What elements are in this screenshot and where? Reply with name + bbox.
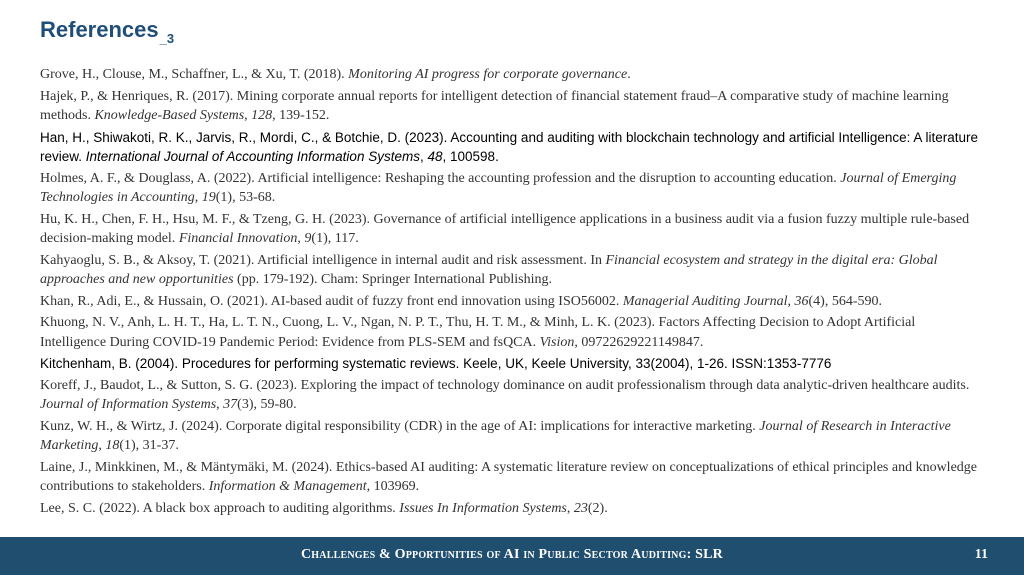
slide-title	[40, 15, 174, 48]
reference-text-segment: Han, H., Shiwakoti, R. K., Jarvis, R., Mordi, C., & Botchie, D. (2023). Accounting and auditing with blockchain technology and artificial Intelligence: A literature review.	[40, 129, 978, 164]
reference-text-segment: Khuong, N. V., Anh, L. H. T., Ha, L. T. N., Cuong, L. V., Ngan, N. P. T., Thu, H. T. M., & Minh, L. K. (2023). Factors Affecting Decision to Adopt Artificial Intelligence During COVID-19 Pandemic Period: Evidence from PLS-SEM and fsQCA.	[40, 315, 916, 350]
reference-text-segment: .	[627, 67, 631, 82]
reference-item	[40, 417, 980, 456]
reference-italic-segment: 18	[105, 438, 120, 453]
reference-item	[40, 169, 980, 208]
reference-italic-segment: Journal of Information Systems	[40, 397, 217, 412]
reference-text-segment: (1), 53-68.	[215, 190, 276, 205]
reference-text-segment: Holmes, A. F., & Douglass, A. (2022). Artificial intelligence: Reshaping the accounting profession and the disruption to accounting education.	[40, 170, 841, 186]
reference-item	[40, 458, 980, 497]
reference-text-segment: (1), 31-37.	[119, 438, 179, 453]
reference-text-segment: (3), 59-80.	[237, 397, 297, 412]
reference-text-segment: ,	[419, 149, 428, 164]
reference-text-segment: , 09722629221149847.	[574, 334, 704, 350]
reference-italic-segment: Monitoring AI progress for corporate governance	[348, 67, 628, 82]
reference-text-segment: Kunz, W. H., & Wirtz, J. (2024). Corporate digital responsibility (CDR) in the age of AI: implications for interactive marketing.	[40, 418, 760, 434]
reference-italic-segment: Information & Management	[208, 479, 367, 494]
reference-italic-segment: Financial ecosystem and strategy in the digital era: Global approaches and new opportunities	[40, 252, 938, 287]
reference-text-segment: ,	[297, 231, 305, 246]
page-number: 11	[974, 547, 988, 562]
reference-item	[40, 354, 980, 374]
reference-item	[40, 499, 980, 519]
reference-text-segment: (pp. 179-192). Cham: Springer International Publishing.	[233, 272, 552, 287]
slide-title-subscript: _3	[159, 31, 175, 46]
reference-text-segment: ,	[194, 190, 202, 205]
reference-text-segment: , 100598.	[442, 149, 499, 164]
reference-italic-segment: 36	[794, 293, 809, 309]
reference-text-segment: Khan, R., Adi, E., & Hussain, O. (2021). AI-based audit of fuzzy front end innovation using ISO56002.	[40, 293, 623, 309]
reference-text-segment: (4), 564-590.	[808, 293, 882, 309]
reference-text-segment: ,	[98, 438, 106, 453]
reference-text-segment: Hajek, P., & Henriques, R. (2017). Mining corporate annual reports for intelligent detection of financial statement fraud–A comparative study of machine learning methods.	[40, 88, 949, 123]
reference-italic-segment: 23	[573, 500, 588, 516]
reference-italic-segment: 37	[223, 397, 238, 412]
reference-text-segment: (1), 117.	[311, 231, 359, 246]
reference-italic-segment: Journal of Emerging Technologies in Accounting	[40, 170, 957, 205]
reference-text-segment: ,	[216, 397, 224, 412]
reference-italic-segment: 19	[201, 190, 216, 205]
reference-italic-segment: 48	[427, 149, 443, 164]
reference-item	[40, 251, 980, 290]
reference-italic-segment: Issues In Information Systems	[399, 500, 567, 516]
reference-item	[40, 376, 980, 415]
reference-text-segment: , 103969.	[366, 479, 420, 494]
reference-item	[40, 210, 980, 249]
reference-text-segment: Laine, J., Minkkinen, M., & Mäntymäki, M. (2024). Ethics-based AI auditing: A systematic literature review on conceptualizations of ethical principles and knowledge contributions to stakeholders.	[40, 459, 977, 494]
reference-italic-segment: Vision	[539, 334, 575, 350]
reference-text-segment: Grove, H., Clouse, M., Schaffner, L., & Xu, T. (2018).	[40, 67, 349, 82]
reference-text-segment: Hu, K. H., Chen, F. H., Hsu, M. F., & Tzeng, G. H. (2023). Governance of artificial intelligence applications in a business audit via a fusion fuzzy multiple rule-based decision-making model.	[40, 211, 970, 246]
reference-item	[40, 292, 980, 312]
footer-title: Challenges & Opportunities of AI in Public Sector Auditing: SLR	[301, 547, 723, 562]
footer-bar	[0, 537, 1024, 575]
slide-title-text: References	[40, 17, 159, 42]
reference-item	[40, 313, 980, 352]
reference-text-segment: Kahyaoglu, S. B., & Aksoy, T. (2021). Artificial intelligence in internal audit and risk assessment. In	[40, 252, 606, 268]
reference-italic-segment: International Journal of Accounting Information Systems	[85, 149, 420, 164]
reference-text-segment: Kitchenham, B. (2004). Procedures for performing systematic reviews. Keele, UK, Keele University, 33(2004), 1-26. ISSN:1353-7776	[40, 356, 832, 371]
reference-text-segment: ,	[566, 500, 574, 516]
reference-text-segment: ,	[787, 293, 795, 309]
reference-item	[40, 65, 980, 85]
reference-italic-segment: Financial Innovation	[178, 231, 298, 246]
reference-text-segment: , 139-152.	[272, 108, 330, 123]
reference-item	[40, 87, 980, 126]
reference-italic-segment: Journal of Research in Interactive Marketing	[40, 418, 951, 453]
reference-italic-segment: Managerial Auditing Journal	[622, 293, 788, 309]
reference-italic-segment: 128	[251, 108, 273, 123]
reference-list	[40, 65, 980, 520]
reference-text-segment: (2).	[587, 500, 608, 516]
reference-text-segment: ,	[244, 108, 252, 123]
reference-item	[40, 128, 980, 167]
reference-text-segment: Lee, S. C. (2022). A black box approach to auditing algorithms.	[40, 500, 400, 516]
reference-text-segment: Koreff, J., Baudot, L., & Sutton, S. G. (2023). Exploring the impact of technology dominance on audit professionalism through data analytic-driven healthcare audits.	[40, 377, 970, 393]
reference-italic-segment: Knowledge-Based Systems	[94, 108, 245, 123]
reference-italic-segment: 9	[304, 231, 312, 246]
